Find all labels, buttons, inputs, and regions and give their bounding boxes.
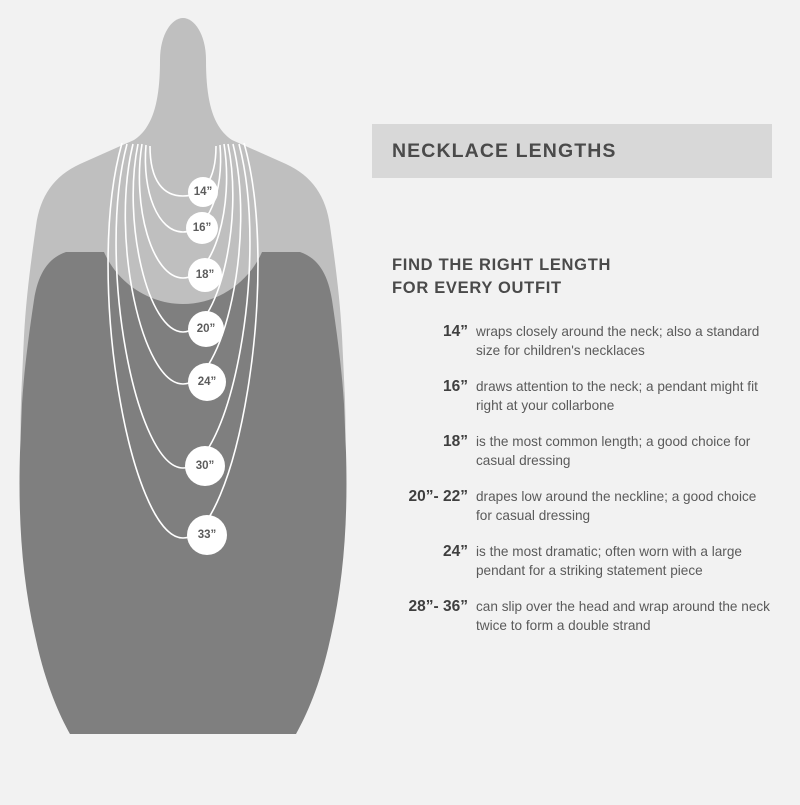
list-item — [392, 432, 772, 470]
length-value: 16” — [443, 378, 468, 395]
panel-title-bar — [372, 124, 772, 178]
length-bubble-label: 24” — [197, 376, 217, 388]
length-description: is the most dramatic; often worn with a large pendant for a striking statement piece — [476, 544, 742, 578]
length-description: drapes low around the neckline; a good choice for casual dressing — [476, 489, 757, 523]
mannequin-illustration — [0, 0, 370, 800]
mannequin-dress — [20, 252, 347, 734]
page-title: NECKLACE LENGTHS — [392, 139, 617, 162]
subheading-line-2: FOR EVERY OUTFIT — [392, 279, 562, 297]
list-item — [392, 322, 772, 360]
length-value: 28”- 36” — [408, 598, 468, 615]
length-bubble-20 — [188, 311, 224, 347]
length-description: wraps closely around the neck; also a standard size for children's necklaces — [476, 324, 760, 358]
length-description: can slip over the head and wrap around the neck twice to form a double strand — [476, 599, 770, 633]
length-bubble-label: 18” — [195, 269, 215, 281]
mannequin-svg — [0, 0, 370, 800]
length-description: draws attention to the neck; a pendant might fit right at your collarbone — [476, 379, 758, 413]
length-bubble-16 — [186, 212, 218, 244]
length-value: 14” — [443, 323, 468, 340]
length-bubble-label: 30” — [195, 460, 215, 472]
length-value: 18” — [443, 433, 468, 450]
length-description: is the most common length; a good choice for casual dressing — [476, 434, 751, 468]
length-value: 20”- 22” — [408, 488, 468, 505]
length-bubble-label: 33” — [197, 529, 217, 541]
panel-subheading — [372, 254, 772, 300]
length-description-list — [372, 322, 772, 635]
length-bubble-30 — [185, 446, 225, 486]
length-value: 24” — [443, 543, 468, 560]
list-item — [392, 487, 772, 525]
length-bubble-33 — [187, 515, 227, 555]
list-item — [392, 377, 772, 415]
length-bubble-18 — [188, 258, 222, 292]
length-bubble-24 — [188, 363, 226, 401]
length-bubble-label: 16” — [192, 222, 212, 234]
list-item — [392, 542, 772, 580]
info-panel — [372, 124, 772, 652]
length-bubble-14 — [188, 177, 218, 207]
subheading-line-1: FIND THE RIGHT LENGTH — [392, 256, 612, 274]
length-bubble-label: 14” — [193, 186, 213, 198]
list-item — [392, 597, 772, 635]
length-bubble-label: 20” — [196, 323, 216, 335]
